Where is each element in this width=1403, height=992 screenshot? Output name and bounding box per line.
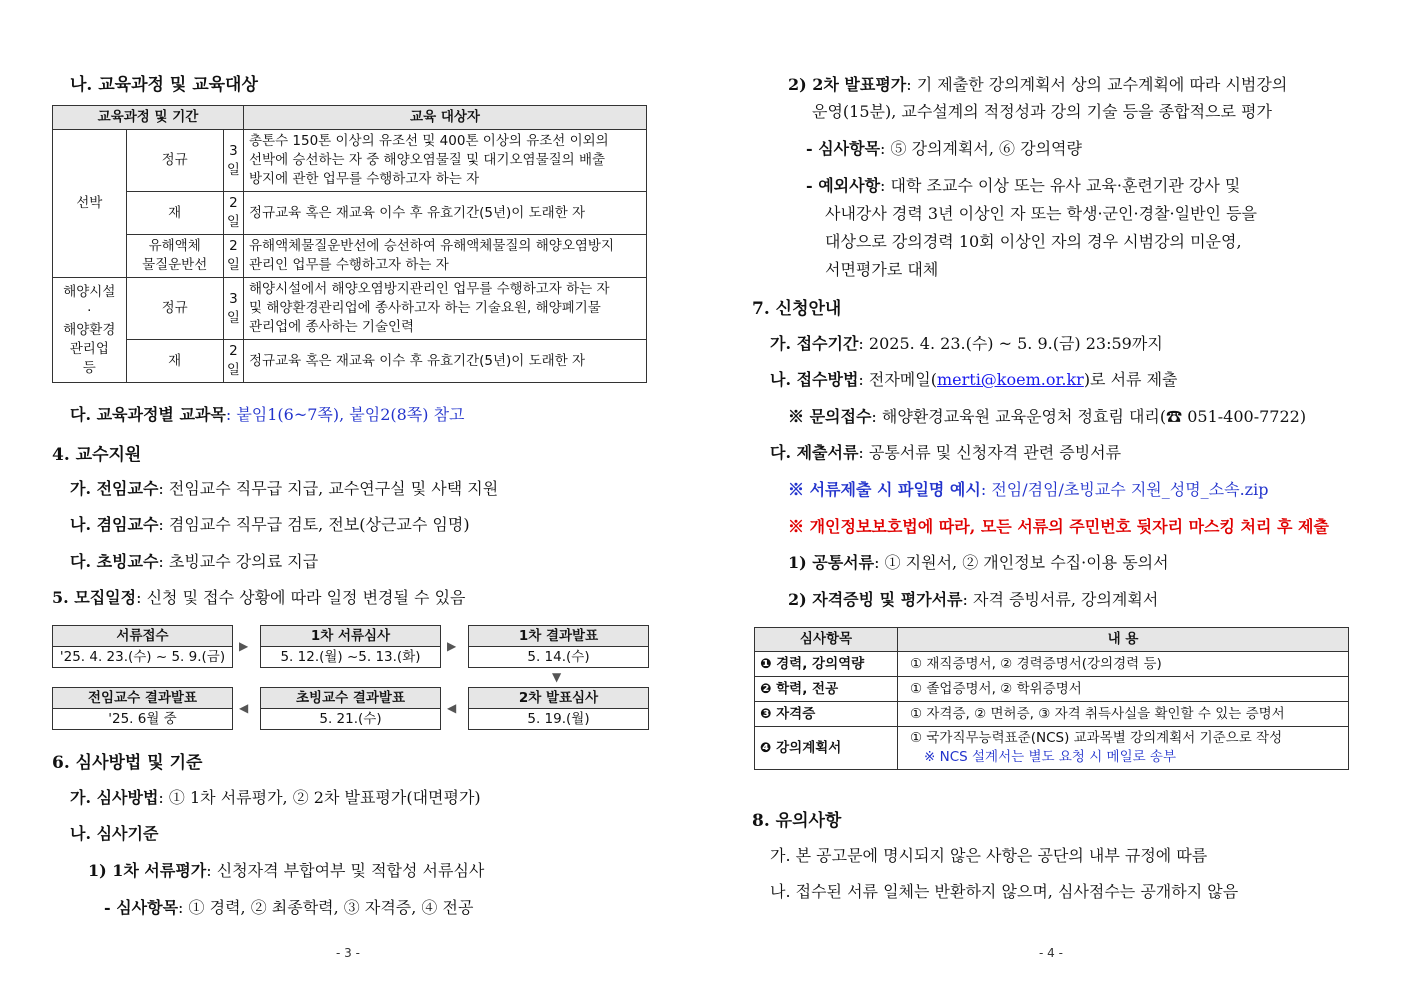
first-evaluation-line bbox=[88, 858, 484, 881]
course-days: 3일 bbox=[223, 130, 243, 192]
label: 2) 2차 발표평가 bbox=[788, 75, 907, 94]
colon: : bbox=[225, 405, 232, 424]
schedule-title: 초빙교수 결과발표 bbox=[261, 688, 440, 709]
eval-item: ❷ 학력, 전공 bbox=[755, 677, 898, 702]
eval-item: ❶ 경력, 강의역량 bbox=[755, 652, 898, 677]
text: : ① 지원서, ② 개인정보 수집·이용 동의서 bbox=[874, 553, 1169, 572]
label: 5. 모집일정 bbox=[52, 588, 137, 607]
group-line: · bbox=[87, 302, 92, 319]
schedule-box bbox=[52, 625, 233, 668]
label: 1) 공통서류 bbox=[788, 553, 875, 572]
arrow-left-icon: ◀ bbox=[239, 701, 249, 715]
target-line: 및 해양환경관리업에 종사하고자 하는 기술요원, 해양폐기물 bbox=[249, 300, 601, 316]
eval-content: ① 재직증명서, ② 경력증명서(강의경력 등) bbox=[898, 652, 1349, 677]
arrow-left-icon: ◀ bbox=[447, 701, 457, 715]
label: 가. 접수기간 bbox=[770, 334, 859, 353]
schedule-date: 5. 12.(월) ~5. 13.(화) bbox=[280, 649, 421, 665]
text: : 전임/겸임/초빙교수 지원_성명_소속.zip bbox=[980, 480, 1269, 499]
section-title-education-course: 나. 교육과정 및 교육대상 bbox=[70, 75, 258, 95]
qualification-docs-line bbox=[788, 587, 1158, 610]
filename-example-line bbox=[788, 477, 1268, 500]
target-line: 관리업에 종사하는 기술인력 bbox=[249, 319, 415, 335]
label: 다. 제출서류 bbox=[770, 443, 859, 462]
label: 다. 교육과정별 교과목 bbox=[70, 405, 226, 424]
schedule-box bbox=[260, 625, 441, 668]
schedule-date: '25. 6월 중 bbox=[108, 711, 177, 727]
arrow-down-icon: ▼ bbox=[552, 670, 562, 684]
section-title-evaluation: 6. 심사방법 및 기준 bbox=[52, 753, 203, 773]
label: 나. 겸임교수 bbox=[70, 515, 159, 534]
course-days: 2일 bbox=[223, 340, 243, 383]
arrow-right-icon: ▶ bbox=[447, 639, 457, 653]
group-line: 해양시설 bbox=[63, 283, 116, 300]
section-title-application: 7. 신청안내 bbox=[752, 299, 842, 319]
privacy-notice: ※ 개인정보보호법에 따라, 모든 서류의 주민번호 뒷자리 마스킹 처리 후 제출 bbox=[788, 517, 1329, 536]
course-type: 재 bbox=[126, 192, 223, 235]
schedule-box bbox=[260, 687, 441, 730]
target-line: 유해액체물질운반선에 승선하여 유해액체물질의 해양오염방지 bbox=[249, 238, 614, 254]
course-target bbox=[244, 130, 647, 192]
recruit-schedule-line bbox=[52, 585, 465, 608]
adjunct-support-line bbox=[70, 512, 470, 535]
text: : 공통서류 및 신청자격 관련 증빙서류 bbox=[858, 443, 1122, 462]
second-evaluation-items bbox=[806, 136, 1082, 159]
eval-content: ① 자격증, ② 면허증, ③ 자격 취득사실을 확인할 수 있는 증명서 bbox=[898, 702, 1349, 727]
course-days: 2일 bbox=[223, 235, 243, 278]
course-target: 정규교육 혹은 재교육 이수 후 유효기간(5년)이 도래한 자 bbox=[244, 340, 647, 383]
group-ship: 선박 bbox=[53, 130, 127, 278]
table-header-content: 내 용 bbox=[898, 628, 1349, 652]
table-row bbox=[53, 340, 647, 383]
target-line: 해양시설에서 해양오염방지관리인 업무를 수행하고자 하는 자 bbox=[249, 281, 610, 297]
text: : 2025. 4. 23.(수) ~ 5. 9.(금) 23:59까지 bbox=[858, 334, 1163, 353]
label: 가. 심사방법 bbox=[70, 788, 159, 807]
subjects-reference: 붙임1(6~7쪽), 붙임2(8쪽) 참고 bbox=[236, 405, 465, 424]
eval-content bbox=[898, 727, 1349, 770]
exception-cont: 서면평가로 대체 bbox=[825, 260, 939, 279]
group-marine-facility bbox=[53, 278, 127, 383]
label: 1) 1차 서류평가 bbox=[88, 861, 207, 880]
course-target: 정규교육 혹은 재교육 이수 후 유효기간(5년)이 도래한 자 bbox=[244, 192, 647, 235]
group-line: 관리업 bbox=[69, 340, 109, 357]
exception-cont: 대상으로 강의경력 10회 이상인 자의 경우 시범강의 미운영, bbox=[825, 232, 1242, 251]
schedule-date: '25. 4. 23.(수) ~ 5. 9.(금) bbox=[59, 649, 226, 665]
evaluation-docs-table bbox=[754, 627, 1349, 770]
type-line: 유해액체 bbox=[148, 238, 201, 254]
course-type: 재 bbox=[126, 340, 223, 383]
target-line: 관리인 업무를 수행하고자 하는 자 bbox=[249, 257, 449, 273]
inquiry-line bbox=[788, 404, 1306, 427]
course-target bbox=[244, 235, 647, 278]
eval-item: ❸ 자격증 bbox=[755, 702, 898, 727]
label: 다. 초빙교수 bbox=[70, 552, 159, 571]
notice-line: 나. 접수된 서류 일체는 반환하지 않으며, 심사점수는 공개하지 않음 bbox=[770, 882, 1239, 901]
type-line: 물질운반선 bbox=[142, 257, 208, 273]
schedule-title: 서류접수 bbox=[53, 626, 232, 647]
text: : 겸임교수 직무급 검토, 전보(상근교수 임명) bbox=[158, 515, 470, 534]
schedule-date: 5. 19.(월) bbox=[527, 711, 590, 727]
application-period-line bbox=[770, 331, 1163, 354]
text: : 기 제출한 강의계획서 상의 교수계획에 따라 시범강의 bbox=[906, 75, 1288, 94]
label: - 예외사항 bbox=[806, 176, 881, 195]
table-row bbox=[755, 727, 1349, 770]
text: : 자격 증빙서류, 강의계획서 bbox=[962, 590, 1159, 609]
label: 2) 자격증빙 및 평가서류 bbox=[788, 590, 963, 609]
evaluation-criteria-title: 나. 심사기준 bbox=[70, 824, 159, 843]
table-row bbox=[53, 235, 647, 278]
text: : 신청 및 접수 상황에 따라 일정 변경될 수 있음 bbox=[136, 588, 466, 607]
label: - 심사항목 bbox=[104, 898, 179, 917]
text: : 신청자격 부합여부 및 적합성 서류심사 bbox=[206, 861, 485, 880]
label: 가. 전임교수 bbox=[70, 479, 159, 498]
arrow-right-icon: ▶ bbox=[239, 639, 249, 653]
schedule-title: 1차 서류심사 bbox=[261, 626, 440, 647]
table-header-target: 교육 대상자 bbox=[244, 106, 647, 130]
section-title-faculty-support: 4. 교수지원 bbox=[52, 445, 142, 465]
notice-line: 가. 본 공고문에 명시되지 않은 사항은 공단의 내부 규정에 따름 bbox=[770, 846, 1208, 865]
page-number: - 4 - bbox=[1039, 946, 1063, 960]
text: : 전임교수 직무급 지급, 교수연구실 및 사택 지원 bbox=[158, 479, 499, 498]
course-type: 정규 bbox=[126, 130, 223, 192]
eval-content: ① 졸업증명서, ② 학위증명서 bbox=[898, 677, 1349, 702]
text: : ① 경력, ② 최종학력, ③ 자격증, ④ 전공 bbox=[178, 898, 474, 917]
schedule-box bbox=[468, 625, 649, 668]
schedule-title: 2차 발표심사 bbox=[469, 688, 648, 709]
group-line: 해양환경 bbox=[63, 321, 116, 338]
common-docs-line bbox=[788, 550, 1169, 573]
table-row bbox=[755, 652, 1349, 677]
table-header-item: 심사항목 bbox=[755, 628, 898, 652]
table-row bbox=[755, 677, 1349, 702]
text: )로 서류 제출 bbox=[1083, 370, 1178, 389]
fulltime-support-line bbox=[70, 476, 498, 499]
target-line: 총톤수 150톤 이상의 유조선 및 400톤 이상의 유조선 이외의 bbox=[249, 133, 609, 149]
course-days: 3일 bbox=[223, 278, 243, 340]
eval-item: ❹ 강의계획서 bbox=[755, 727, 898, 770]
text: : ① 1차 서류평가, ② 2차 발표평가(대면평가) bbox=[158, 788, 481, 807]
second-evaluation-cont: 운영(15분), 교수설계의 적정성과 강의 기술 등을 종합적으로 평가 bbox=[812, 102, 1272, 121]
table-row bbox=[53, 192, 647, 235]
course-days: 2일 bbox=[223, 192, 243, 235]
schedule-date: 5. 14.(수) bbox=[527, 649, 590, 665]
schedule-title: 1차 결과발표 bbox=[469, 626, 648, 647]
table-header-course: 교육과정 및 기간 bbox=[53, 106, 244, 130]
content-line: ① 국가직무능력표준(NCS) 교과목별 강의계획서 기준으로 작성 bbox=[910, 730, 1283, 746]
text: : 해양환경교육원 교육운영처 정효림 대리(☎ 051-400-7722) bbox=[871, 407, 1307, 426]
email-link[interactable]: merti@koem.or.kr bbox=[936, 370, 1084, 389]
page-number: - 3 - bbox=[336, 946, 360, 960]
text: : 초빙교수 강의료 지급 bbox=[158, 552, 319, 571]
text: : ⑤ 강의계획서, ⑥ 강의역량 bbox=[880, 139, 1082, 158]
section-title-notice: 8. 유의사항 bbox=[752, 811, 842, 831]
text: : 전자메일( bbox=[858, 370, 937, 389]
documents-line bbox=[770, 440, 1121, 463]
table-row bbox=[53, 130, 647, 192]
schedule-box bbox=[468, 687, 649, 730]
application-method-line bbox=[770, 367, 1178, 390]
course-type: 정규 bbox=[126, 278, 223, 340]
exception-line bbox=[806, 173, 1240, 196]
text: : 대학 조교수 이상 또는 유사 교육·훈련기관 강사 및 bbox=[880, 176, 1241, 195]
ncs-note: ※ NCS 설계서는 별도 요청 시 메일로 송부 bbox=[924, 749, 1177, 765]
target-line: 방지에 관한 업무를 수행하고자 하는 자 bbox=[249, 171, 480, 187]
table-row bbox=[755, 702, 1349, 727]
label: 나. 접수방법 bbox=[770, 370, 859, 389]
visiting-support-line bbox=[70, 549, 318, 572]
evaluation-method-line bbox=[70, 785, 481, 808]
label: ※ 서류제출 시 파일명 예시 bbox=[788, 480, 981, 499]
schedule-title: 전임교수 결과발표 bbox=[53, 688, 232, 709]
label: ※ 문의접수 bbox=[788, 407, 872, 426]
schedule-date: 5. 21.(수) bbox=[319, 711, 382, 727]
label: - 심사항목 bbox=[806, 139, 881, 158]
exception-cont: 사내강사 경력 3년 이상인 자 또는 학생·군인·경찰·일반인 등을 bbox=[825, 204, 1257, 223]
second-evaluation-line bbox=[788, 72, 1287, 95]
schedule-box bbox=[52, 687, 233, 730]
course-target bbox=[244, 278, 647, 340]
course-subjects-line bbox=[70, 402, 465, 425]
first-evaluation-items-line bbox=[104, 895, 473, 918]
target-line: 선박에 승선하는 자 중 해양오염물질 및 대기오염물질의 배출 bbox=[249, 152, 606, 168]
course-type bbox=[126, 235, 223, 278]
table-row bbox=[53, 278, 647, 340]
education-course-table bbox=[52, 105, 647, 383]
group-line: 등 bbox=[82, 359, 96, 376]
